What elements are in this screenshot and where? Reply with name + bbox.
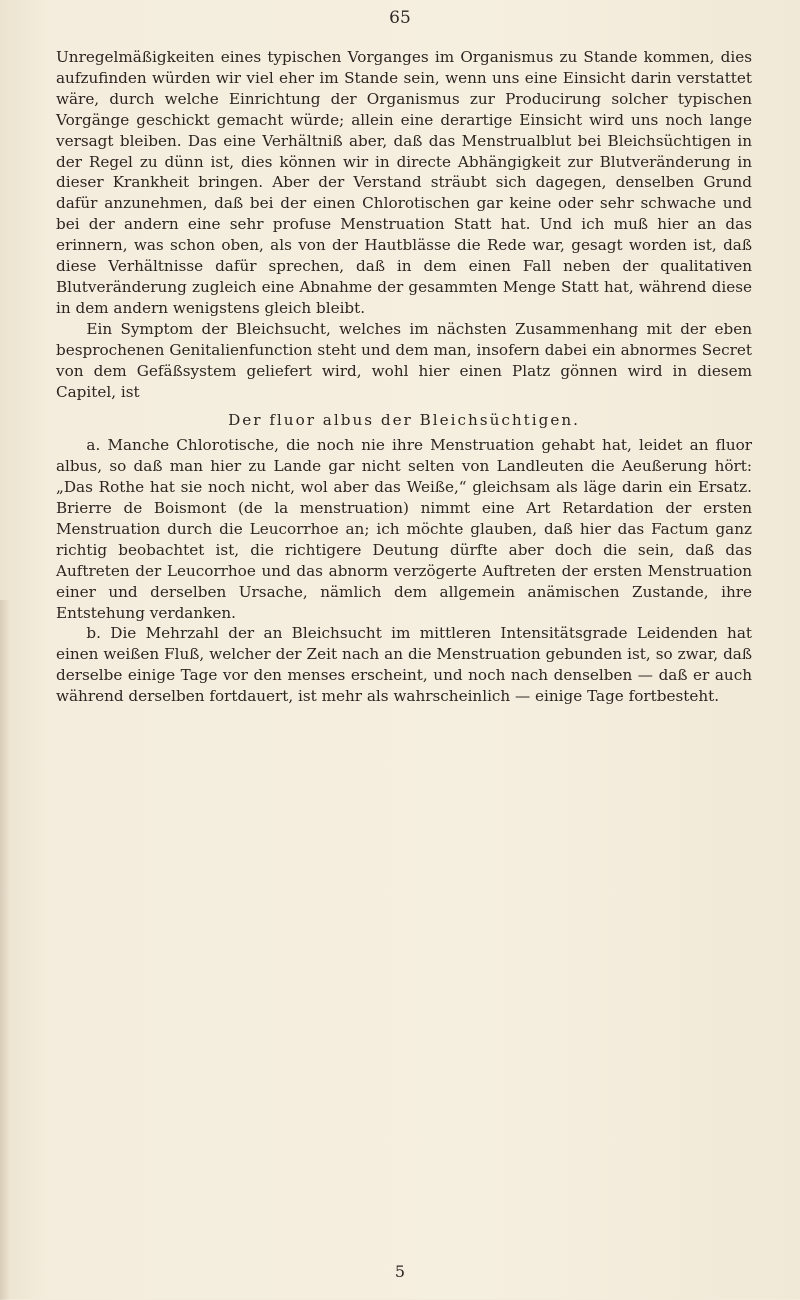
section-heading: Der fluor albus der Bleichsüchtigen. — [228, 411, 580, 430]
signature-mark: 5 — [394, 1262, 406, 1281]
page-number: 65 — [389, 8, 411, 28]
paragraph: Ein Symptom der Bleichsucht, welches im nächsten Zusammenhang mit der eben besprochenen Genitalienfunction steht und dem man, insofern dabei ein abnormes Secret von dem Gefäßsystem geliefert wird, wohl hier einen Platz gönnen wird in diesem Capitel, ist — [56, 319, 752, 401]
paragraph: Unregelmäßigkeiten eines typischen Vorganges im Organismus zu Stande kommen, dies aufzufinden würden wir viel eher im Stande sein, wenn uns eine Einsicht darin verstattet wäre, durch welche Einrichtung der Organismus zur Producirung solcher typischen Vorgänge geschickt gemacht würde; allein eine derartige Einsicht wird uns noch lange versagt bleiben. Das eine Verhältniß aber, daß das Menstrualblut bei Bleichsüchtigen in der Regel zu dünn ist, dies können wir in directe Abhängigkeit zur Blutveränderung in dieser Krankheit bringen. Aber der Verstand sträubt sich dagegen, denselben Grund dafür anzunehmen, daß bei der einen Chlorotischen gar keine oder sehr schwache und bei der andern eine sehr profuse Menstruation Statt hat. Und ich muß hier an das erinnern, was schon oben, als von der Hautblässe die Rede war, gesagt worden ist, daß diese Verhältnisse dafür sprechen, daß in dem einen Fall neben der qualitativen Blutveränderung zugleich eine Abnahme der gesammten Menge Statt hat, während diese in dem andern wenigstens gleich bleibt. — [56, 48, 752, 317]
list-item: a. Manche Chlorotische, die noch nie ihre Menstruation gehabt hat, leidet an fluor albus, so daß man hier zu Lande gar nicht selten von Landleuten die Aeußerung hört: „Das Rothe hat sie noch nicht, wol aber das Weiße,“ gleichsam als läge darin ein Ersatz. Brierre de Boismont (de la menstruation) nimmt eine Art Retardation der ersten Menstruation durch die Leucorrhoe an; ich möchte glauben, daß hier das Factum ganz richtig beobachtet ist, die richtigere Deutung dürfte aber doch die sein, daß das Auftreten der Leucorrhoe und das abnorm verzögerte Auftreten der ersten Menstruation einer und derselben Ursache, nämlich dem allgemein anämischen Zustande, ihre Entstehung verdanken. — [56, 436, 752, 622]
body-text — [56, 47, 752, 707]
list-item: b. Die Mehrzahl der an Bleichsucht im mittleren Intensitätsgrade Leidenden hat einen weißen Fluß, welcher der Zeit nach an die Menstruation gebunden ist, so zwar, daß derselbe einige Tage vor den menses erscheint, und noch nach denselben — daß er auch während derselben fortdauert, ist mehr als wahrscheinlich — einige Tage fortbesteht. — [56, 624, 752, 706]
page-edge-shadow — [0, 600, 10, 1300]
